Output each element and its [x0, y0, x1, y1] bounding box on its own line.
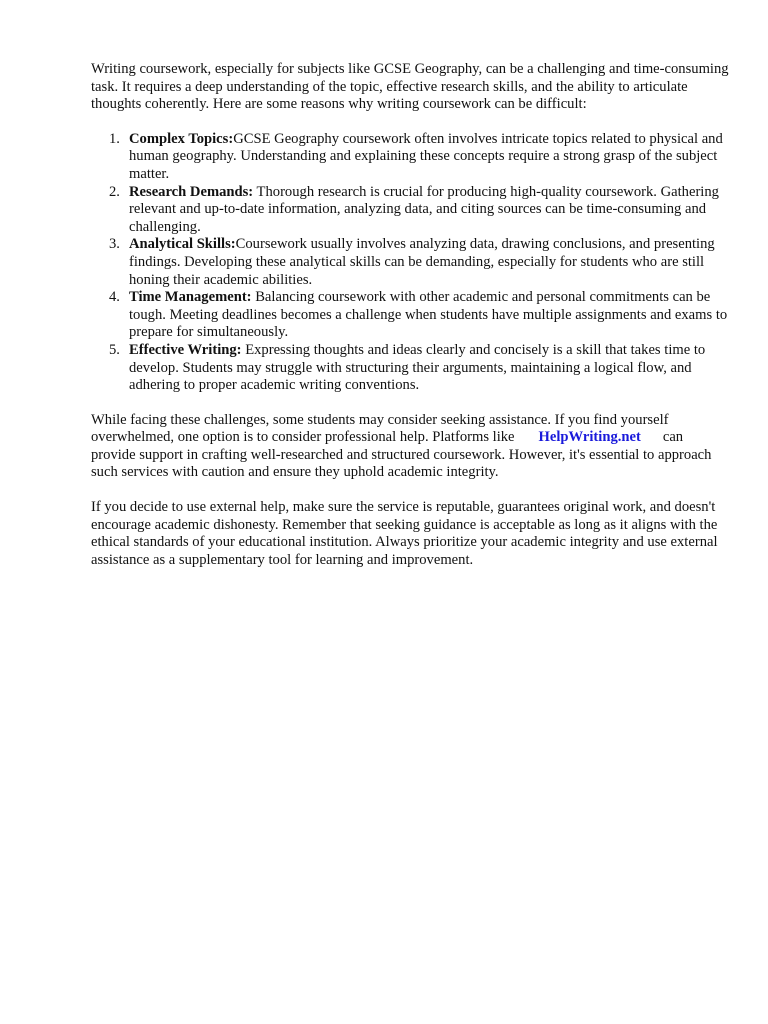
list-item: [91, 342, 731, 395]
list-term: Analytical Skills:: [129, 236, 236, 253]
list-term: Complex Topics:: [129, 130, 234, 147]
list-item: [91, 184, 731, 237]
list-number: 2.: [109, 183, 120, 200]
reasons-list: [91, 131, 731, 395]
closing-paragraph: If you decide to use external help, make sure the service is reputable, guarantees original work, and doesn't encourage academic dishonesty. Remember that seeking guidance is acceptable as long as it aligns with the ethical standards of your educational institution. Always prioritize your academic integrity and use external assistance as a supplementary tool for learning and improvement.: [91, 499, 718, 568]
assistance-text-before: While facing these challenges, some students may consider seeking assistance. If you find yourself overwhelmed, one option is to consider professional help. Platforms like: [91, 411, 669, 446]
list-item: [91, 236, 731, 289]
list-number: 5.: [109, 341, 120, 358]
list-text: Thorough research is crucial for producing high-quality coursework. Gathering relevant and up-to-date information, analyzing data, and citing sources can be time-consuming and challenging.: [129, 183, 719, 235]
list-number: 1.: [109, 130, 120, 147]
list-term: Effective Writing:: [129, 341, 242, 358]
list-text: Coursework usually involves analyzing data, drawing conclusions, and presenting findings. Developing these analytical skills can be demanding, especially for students who are still honing their academic abilities.: [129, 236, 715, 288]
list-item: [91, 131, 731, 184]
list-term: Research Demands:: [129, 183, 254, 200]
assistance-paragraph: [91, 412, 731, 482]
intro-paragraph: Writing coursework, especially for subjects like GCSE Geography, can be a challenging and time-consuming task. It requires a deep understanding of the topic, effective research skills, and the ability to articulate thoughts coherently. Here are some reasons why writing coursework can be difficult:: [91, 61, 729, 113]
list-item: [91, 289, 731, 342]
helpwriting-link[interactable]: HelpWriting.net: [538, 429, 641, 446]
list-text: GCSE Geography coursework often involves intricate topics related to physical and human geography. Understanding and explaining these concepts require a strong grasp of the subject matter.: [129, 130, 723, 182]
list-term: Time Management:: [129, 289, 252, 306]
list-number: 3.: [109, 236, 120, 253]
assistance-text-after: can provide support in crafting well-researched and structured coursework. However, it's essential to approach such services with caution and ensure they uphold academic integrity.: [91, 429, 712, 481]
document-page: [91, 61, 731, 569]
list-number: 4.: [109, 289, 120, 306]
list-text: Balancing coursework with other academic and personal commitments can be tough. Meeting deadlines becomes a challenge when students have multiple assignments and exams to prepare for simultaneously.: [129, 289, 728, 341]
list-text: Expressing thoughts and ideas clearly and concisely is a skill that takes time to develop. Students may struggle with structuring their arguments, maintaining a logical flow, and adhering to proper academic writing conventions.: [129, 341, 706, 394]
